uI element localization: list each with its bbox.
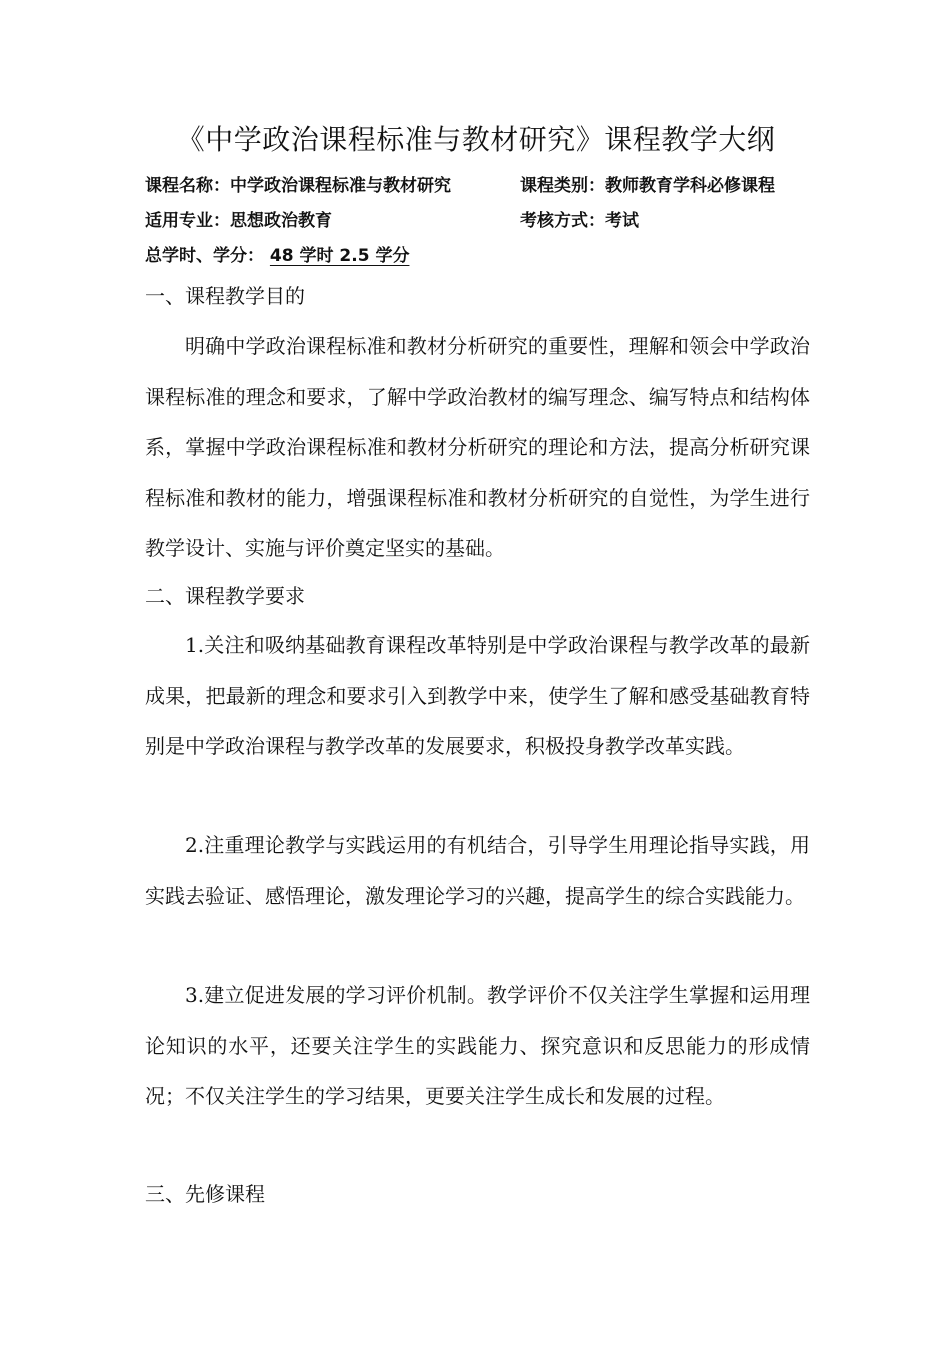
document-title: 《中学政治课程标准与教材研究》课程教学大纲 — [176, 123, 776, 156]
section-heading: 三、先修课程 — [145, 1182, 265, 1206]
applicable-major: 适用专业：思想政治教育 — [145, 211, 332, 231]
section-heading: 一、课程教学目的 — [145, 284, 305, 308]
section-paragraph: 1.关注和吸纳基础教育课程改革特别是中学政治课程与教学改革的最新成果，把最新的理念和要求引入到教学中来，使学生了解和感受基础教育特别是中学政治课程与教学改革的发展要求，积极投身教学改革实践。 — [145, 633, 810, 758]
section-heading: 二、课程教学要求 — [145, 584, 305, 608]
total-hours-credits — [145, 241, 425, 271]
total-hours-value: 48 学时 2.5 学分 — [269, 246, 410, 266]
course-name: 课程名称：中学政治课程标准与教材研究 — [145, 176, 451, 196]
assessment-method: 考核方式：考试 — [520, 211, 639, 231]
section-paragraph: 明确中学政治课程标准和教材分析研究的重要性，理解和领会中学政治课程标准的理念和要求，了解中学政治教材的编写理念、编写特点和结构体系，掌握中学政治课程标准和教材分析研究的理论和方法，提高分析研究课程标准和教材的能力，增强课程标准和教材分析研究的自觉性，为学生进行教学设计、实施与评价奠定坚实的基础。 — [145, 334, 810, 560]
section-paragraph: 3.建立促进发展的学习评价机制。教学评价不仅关注学生掌握和运用理论知识的水平，还要关注学生的实践能力、探究意识和反思能力的形成情况；不仅关注学生的学习结果，更要关注学生成长和发展的过程。 — [145, 983, 810, 1108]
total-hours-label: 总学时、学分： — [145, 246, 264, 266]
section-paragraph: 2.注重理论教学与实践运用的有机结合，引导学生用理论指导实践，用实践去验证、感悟理论，激发理论学习的兴趣，提高学生的综合实践能力。 — [145, 833, 810, 908]
course-type: 课程类别：教师教育学科必修课程 — [520, 176, 775, 196]
